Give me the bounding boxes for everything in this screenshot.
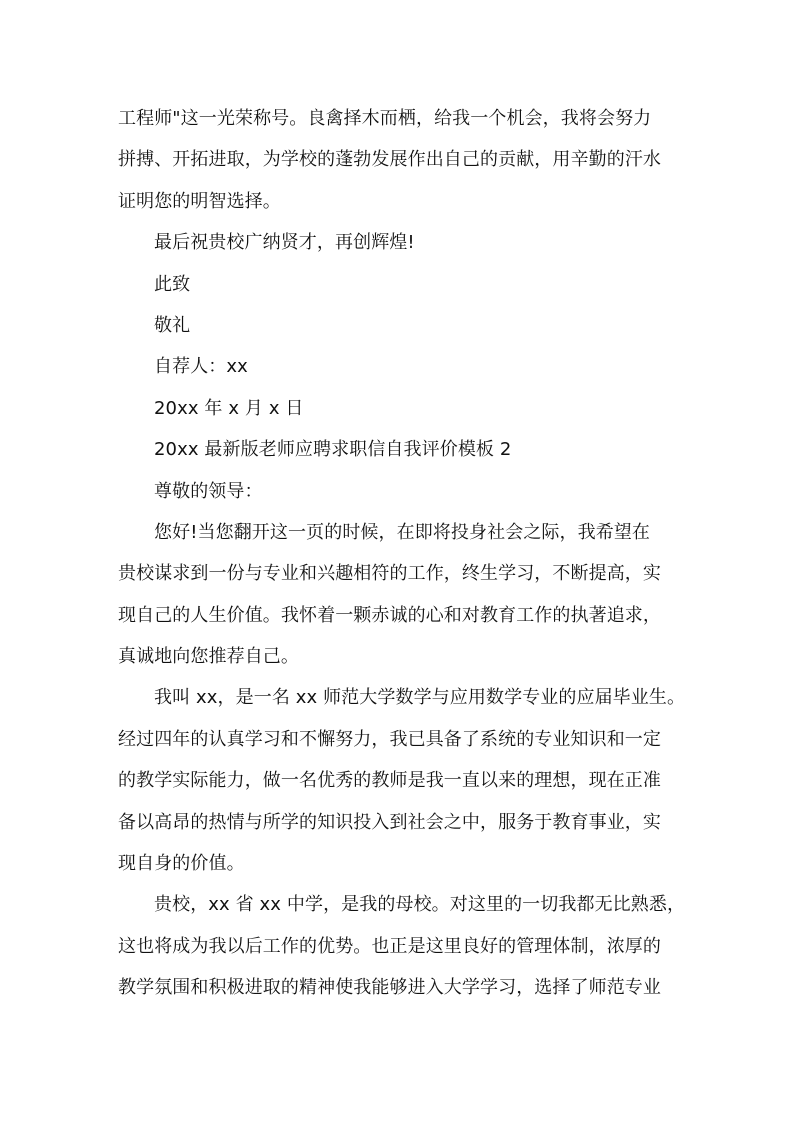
salutation-closing: 此致: [154, 273, 191, 295]
paragraph-line: 现自己的人生价值。我怀着一颗赤诚的心和对教育工作的执著追求，: [118, 604, 661, 626]
paragraph-line: 真诚地向您推荐自己。: [118, 646, 299, 668]
section-title: 20xx 最新版老师应聘求职信自我评价模板 2: [154, 439, 512, 461]
salutation-respect: 敬礼: [154, 314, 191, 336]
closing-wish: 最后祝贵校广纳贤才，再创辉煌!: [154, 232, 415, 254]
paragraph-line: 贵校谋求到一份与专业和兴趣相符的工作，终生学习，不断提高，实: [118, 563, 661, 585]
paragraph-line: 经过四年的认真学习和不懈努力，我已具备了系统的专业知识和一定: [118, 728, 661, 750]
paragraph-line: 您好!当您翻开这一页的时候，在即将投身社会之际，我希望在: [154, 521, 651, 543]
signature-line: 自荐人：xx: [154, 356, 248, 378]
paragraph-line: 的教学实际能力，做一名优秀的教师是我一直以来的理想，现在正准: [118, 770, 661, 792]
date-line: 20xx 年 x 月 x 日: [154, 397, 304, 419]
paragraph-line: 现自身的价值。: [118, 853, 245, 875]
paragraph-line: 这也将成为我以后工作的优势。也正是这里良好的管理体制，浓厚的: [118, 935, 661, 957]
paragraph-line: 贵校，xx 省 xx 中学，是我的母校。对这里的一切我都无比熟悉，: [154, 894, 686, 916]
paragraph-line: 拼搏、开拓进取，为学校的蓬勃发展作出自己的贡献，用辛勤的汗水: [118, 149, 661, 171]
paragraph-line: 工程师"这一光荣称号。良禽择木而栖，给我一个机会，我将会努力: [118, 108, 652, 129]
paragraph-line: 证明您的明智选择。: [118, 190, 281, 212]
document-page: [118, 100, 688, 1011]
greeting-line: 尊敬的领导：: [154, 480, 263, 502]
paragraph-line: 备以高昂的热情与所学的知识投入到社会之中，服务于教育事业，实: [118, 811, 661, 833]
paragraph-line: 教学氛围和积极进取的精神使我能够进入大学学习，选择了师范专业: [118, 977, 661, 999]
paragraph-line: 我叫 xx，是一名 xx 师范大学数学与应用数学专业的应届毕业生。: [154, 687, 686, 709]
